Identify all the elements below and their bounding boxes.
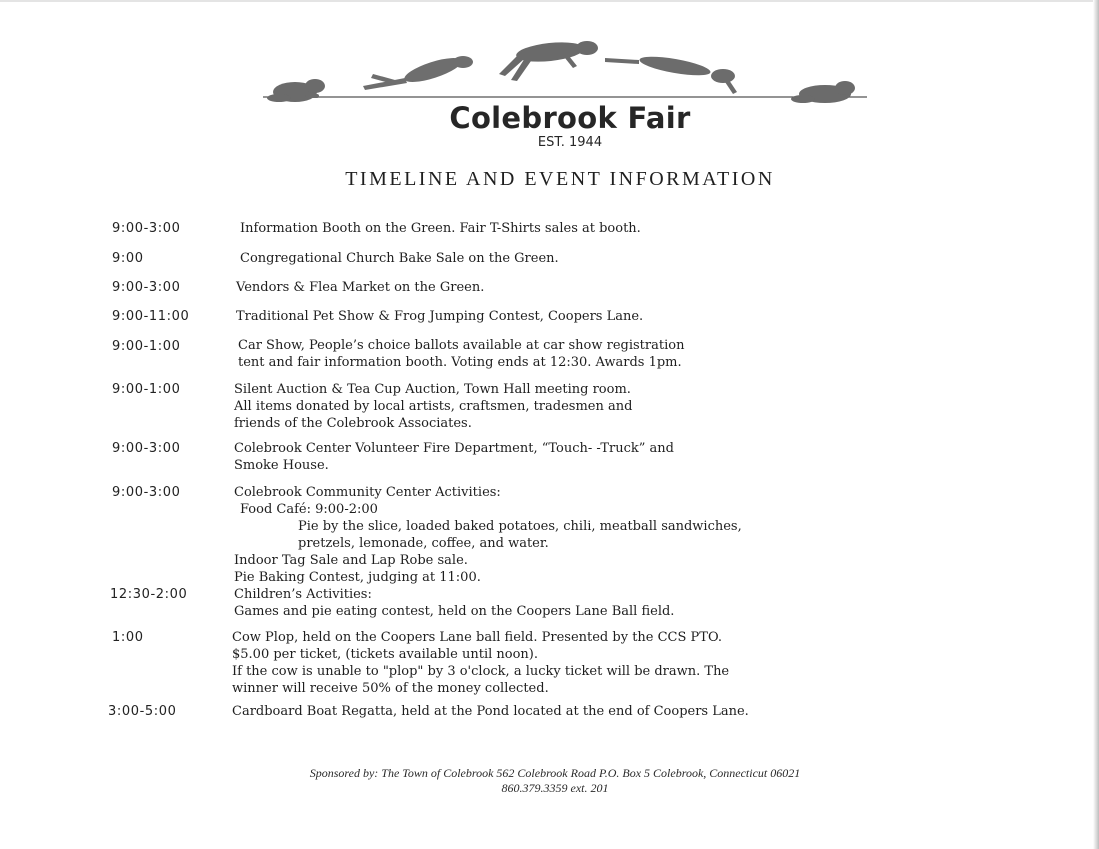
event-description xyxy=(236,279,484,296)
description-line: Children’s Activities: xyxy=(234,587,372,602)
description-line: $5.00 per ticket, (tickets available until noon). xyxy=(232,647,539,662)
description-line: pretzels, lemonade, coffee, and water. xyxy=(298,536,549,551)
description-line: If the cow is unable to "plop" by 3 o'clock, a lucky ticket will be drawn. The xyxy=(232,664,730,679)
event-time: 12:30-2:00 xyxy=(110,587,188,602)
event-time: 9:00-1:00 xyxy=(112,382,181,397)
description-line: friends of the Colebrook Associates. xyxy=(234,416,472,431)
event-description xyxy=(236,308,643,325)
event-description xyxy=(240,220,641,237)
event-description xyxy=(238,337,684,371)
sponsor-line: Sponsored by: The Town of Colebrook 562 Colebrook Road P.O. Box 5 Colebrook, Connecticut 06021 xyxy=(309,766,801,780)
description-line: winner will receive 50% of the money collected. xyxy=(232,681,549,696)
description-line: Pie by the slice, loaded baked potatoes, chili, meatball sandwiches, xyxy=(298,519,742,534)
event-time: 9:00-3:00 xyxy=(112,280,181,295)
fair-title: Colebrook Fair xyxy=(449,101,691,135)
description-line: Colebrook Community Center Activities: xyxy=(234,485,501,500)
event-description xyxy=(234,586,674,620)
description-line: Pie Baking Contest, judging at 11:00. xyxy=(234,570,481,585)
event-time: 9:00-3:00 xyxy=(112,221,181,236)
description-line: Traditional Pet Show & Frog Jumping Contest, Coopers Lane. xyxy=(236,309,644,324)
event-description xyxy=(234,440,674,474)
description-line: Indoor Tag Sale and Lap Robe sale. xyxy=(234,553,468,568)
description-line: Smoke House. xyxy=(234,458,329,473)
description-line: Congregational Church Bake Sale on the Green. xyxy=(240,251,559,266)
event-description xyxy=(232,629,729,697)
event-time: 9:00-3:00 xyxy=(112,485,181,500)
event-description xyxy=(240,250,559,267)
description-line: Car Show, People’s choice ballots available at car show registration xyxy=(238,338,685,353)
description-line: tent and fair information booth. Voting ends at 12:30. Awards 1pm. xyxy=(238,355,682,370)
description-line: Information Booth on the Green. Fair T-Shirts sales at booth. xyxy=(240,221,641,236)
event-time: 3:00-5:00 xyxy=(108,704,177,719)
description-line: Silent Auction & Tea Cup Auction, Town Hall meeting room. xyxy=(234,382,631,397)
event-time: 9:00-11:00 xyxy=(112,309,190,324)
section-heading: TIMELINE AND EVENT INFORMATION xyxy=(345,168,775,190)
event-description xyxy=(232,703,749,720)
sponsor-footer xyxy=(0,766,1099,796)
event-description xyxy=(234,381,632,432)
description-line: Cow Plop, held on the Coopers Lane ball field. Presented by the CCS PTO. xyxy=(232,630,722,645)
description-line: Food Café: 9:00-2:00 xyxy=(240,502,378,517)
event-time: 9:00-3:00 xyxy=(112,441,181,456)
established-year: EST. 1944 xyxy=(537,135,603,150)
event-time: 9:00 xyxy=(112,251,144,266)
description-line: All items donated by local artists, craftsmen, tradesmen and xyxy=(234,399,633,414)
description-line: Vendors & Flea Market on the Green. xyxy=(236,280,485,295)
description-line: Games and pie eating contest, held on the Coopers Lane Ball field. xyxy=(234,604,675,619)
event-time: 9:00-1:00 xyxy=(112,339,181,354)
phone-line: 860.379.3359 ext. 201 xyxy=(501,781,609,795)
event-description xyxy=(234,484,742,586)
event-time: 1:00 xyxy=(112,630,144,645)
description-line: Colebrook Center Volunteer Fire Department, “Touch- -Truck” and xyxy=(234,441,674,456)
description-line: Cardboard Boat Regatta, held at the Pond located at the end of Coopers Lane. xyxy=(232,704,749,719)
